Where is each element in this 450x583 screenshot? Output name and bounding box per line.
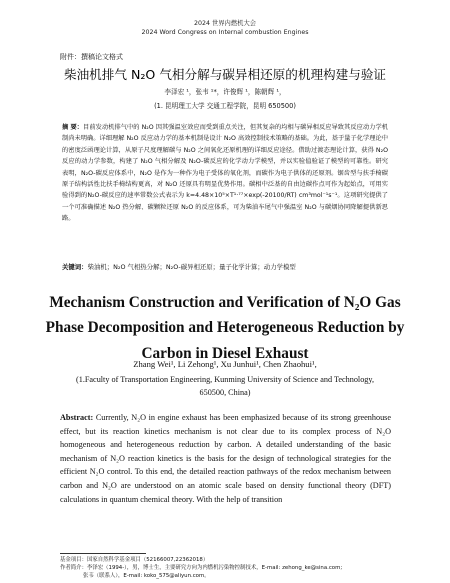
footnote-divider <box>60 553 146 554</box>
keywords-label: 关键词： <box>62 263 88 271</box>
footnote <box>60 556 400 580</box>
english-abstract-label: Abstract: <box>60 413 94 422</box>
english-affiliation-line: (1.Faculty of Transportation Engineering, Kunming University of Science and Technology, <box>76 375 374 384</box>
english-abstract-text: Currently, N₂O in engine exhaust has been emphasized because of its strong greenhouse effect, but its reaction kinetics mechanism is not clear due to its complex process of N₂O homogeneous and heterogeneous reduction by carbon. A detailed understanding of the basic mechanism of N₂O reaction kinetics is the basis for the design of technological strategies for the efficient N₂O control. To this end, the detailed reaction pathways of the redox mechanism between carbon and N₂O are understood on an atomic scale based on density functional theory (DFT) calculations in quantum chemical theory. With the help of transition <box>60 413 392 504</box>
footnote-contact: 张韦（联系人），E-mail: koko_575@aliyun.com。 <box>83 573 210 579</box>
chinese-authors: 李泽宏 ¹，张韦 ¹*，许俊辉 ¹，陈朝辉 ¹， <box>164 88 286 96</box>
chinese-keywords <box>62 262 296 271</box>
footnote-funding: 基金项目：国家自然科学基金项目（52166007,22362018） <box>60 557 209 563</box>
footnote-author-bio: 作者简介：李泽宏（1994-），男，博士生，主要研究方向为内燃机污染物控制技术，E-mail: zehong_ke@sina.com; <box>60 565 343 571</box>
english-abstract <box>60 411 391 506</box>
conference-header-cn: 2024 世界内燃机大会 <box>193 20 257 27</box>
keywords-text: 柴油机；N₂O 气相热分解；N₂O-碳异相还原；量子化学计算；动力学模型 <box>87 263 296 271</box>
chinese-abstract-label: 摘 要： <box>62 124 84 131</box>
chinese-title: 柴油机排气 N₂O 气相分解与碳异相还原的机理构建与验证 <box>63 67 387 82</box>
chinese-abstract <box>62 122 388 225</box>
english-affiliation-line: 650500, China) <box>199 387 251 397</box>
english-affiliation <box>60 374 390 399</box>
conference-header-en: 2024 Word Congress on Internal combustion Engines <box>141 29 309 36</box>
english-authors: Zhang Wei¹, Li Zehong¹, Xu Junhui¹, Chen Zhaohui¹, <box>133 359 317 369</box>
english-title <box>40 290 410 366</box>
chinese-affiliation: (1. 昆明理工大学 交通工程学院，昆明 650500) <box>154 102 296 110</box>
english-title-line: Mechanism Construction and Verification of N₂O Gas <box>49 294 401 311</box>
attachment-label: 附件：撰稿论文格式 <box>60 53 123 61</box>
chinese-abstract-text: 目前发动机排气中的 N₂O 因其强温室效应而受到重点关注，但其复杂的均相与碳异相反应导致其反应动力学机制尚未明确。详细理解 N₂O 反应动力学的基本机制是设计 N₂O 高效控制技术策略的基础。为此，基于量子化学理论中的密度泛函理论计算，从原子尺度理解碳与 N₂O 之间氧化还原机理的详细反应途径。借助过渡态理论计算，获得 N₂O 反应的动力学参数，构建了 N₂O 气相分解及 N₂O-碳反应的化学动力学模型，并以实验值验证了模型的可靠性。研究表明，N₂O-碳反应体系中，N₂O 是作为一种作为电子受体的氧化剂，而碳作为电子供体的还原剂。锯齿型与扶手椅碳原子结构活性比扶手椅结构更高，对 N₂O 还原具有明显优势作用。碳相中泛基的自由边碳作点可作为起始点，可用实验得到的N₂O-碳反应的速率常数公式表示为 k=4.48×10⁵×T¹·⁷⁷×exp(-20100/RT) cm³mol⁻¹s⁻¹。这项研究提供了一个可准确描述 N₂O 热分解、碳颗粒还原 N₂O 的反应体系，可为柴油车尾气中强温室 N₂O 与碳烟协同降解提供新思路。 <box>62 124 388 223</box>
english-title-line: Phase Decomposition and Heterogeneous Reduction by <box>45 319 405 337</box>
english-title-line: Carbon in Diesel Exhaust <box>141 344 309 362</box>
